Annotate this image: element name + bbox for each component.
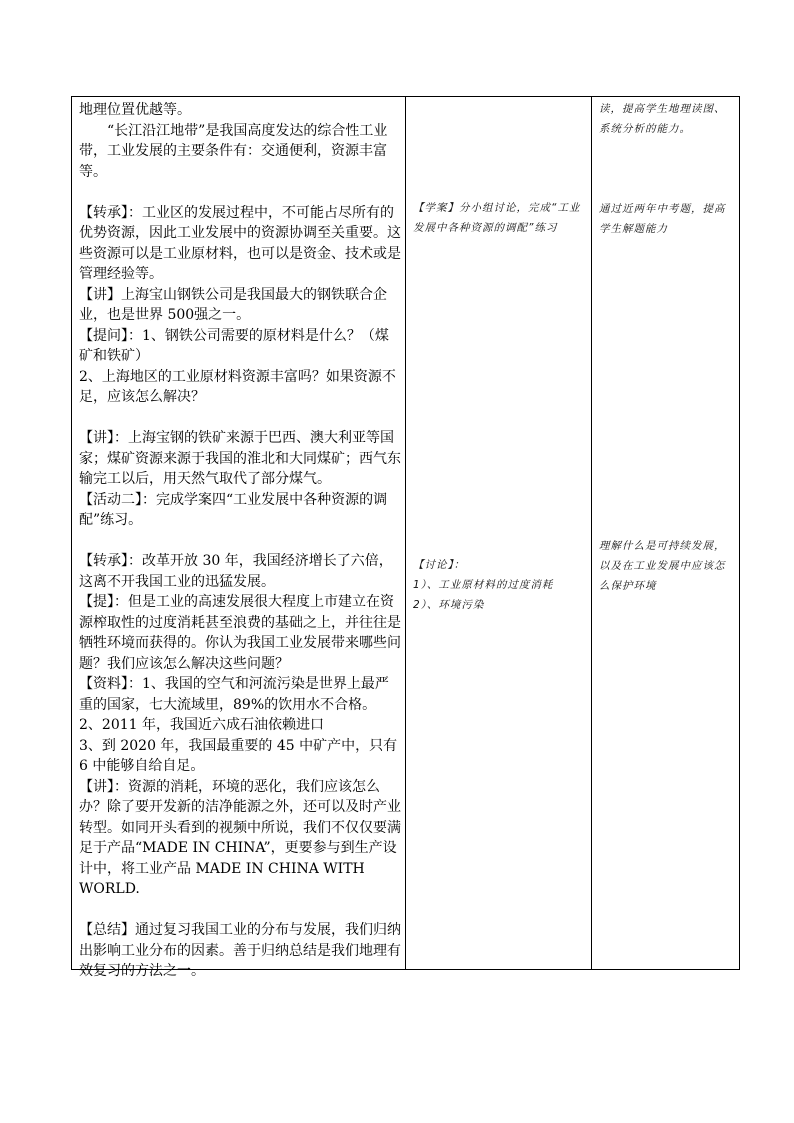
text-paragraph: 【提问】：1、钢铁公司需要的原材料是什么？（煤矿和铁矿）: [79, 327, 389, 364]
design-intent-note: [599, 199, 734, 239]
column-divider: [405, 97, 406, 969]
text-paragraph: 【讲】上海宝山钢铁公司是我国最大的钢铁联合企业，也是世界 500强之一。: [79, 286, 387, 323]
handwritten-note: 通过近两年中考题，提高学生解题能力: [599, 203, 726, 235]
text-paragraph: 3、到 2020 年，我国最重要的 45 中矿产中，只有 6 中能够自给自足。: [79, 737, 398, 774]
blank-line: [79, 900, 401, 921]
text-paragraph: 2、2011 年，我国近六成石油依赖进口: [79, 717, 324, 733]
text-paragraph: 【转承】：改革开放 30 年，我国经济增长了六倍，这离不开我国工业的迅猛发展。: [79, 553, 393, 590]
lesson-plan-table: [71, 96, 740, 979]
text-paragraph: 【提】：但是工业的高速发展很大程度上市建立在资源榨取性的过度消耗甚至浪费的基础之上，并往往是牺牲环境而获得的。你认为我国工业发展带来哪些问题？我们应该怎么解决这些问题？: [79, 594, 401, 672]
column-divider: [591, 97, 592, 969]
text-paragraph: 2、上海地区的工业原材料资源丰富吗？如果资源不足，应该怎么解决？: [79, 368, 396, 405]
blank-line: [79, 182, 401, 203]
design-intent-note: [599, 536, 734, 596]
blank-line: [79, 408, 401, 429]
text-paragraph: 【资料】：1、我国的空气和河流污染是世界上最严重的国家，七大流域里，89%的饮用水不合格。: [79, 676, 389, 713]
text-paragraph: 地理位置优越等。: [79, 102, 191, 118]
text-paragraph: 【转承】：工业区的发展过程中，不可能占尽所有的优势资源，因此工业发展中的资源协调至关重要。这些资源可以是工业原材料，也可以是资金、技术或是管理经验等。: [79, 204, 401, 282]
blank-line: [79, 531, 401, 552]
teacher-activity-column: [79, 100, 401, 982]
text-paragraph: 【活动二】：完成学案四“工业发展中各种资源的调配”练习。: [79, 491, 388, 528]
student-activity-discussion: [413, 555, 591, 615]
handwritten-note: 2）、环境污染: [413, 599, 485, 611]
text-paragraph: 【讲】：上海宝钢的铁矿来源于巴西、澳大利亚等国家；煤矿资源来源于我国的淮北和大同煤矿；西气东输完工以后，用天然气取代了部分煤气。: [79, 430, 401, 487]
student-activity-exercise: [413, 198, 591, 238]
handwritten-note: 1）、工业原材料的过度消耗: [413, 579, 554, 591]
text-paragraph: 【总结】通过复习我国工业的分布与发展，我们归纳出影响工业分布的因素。善于归纳总结是我们地理有效复习的方法之一。: [79, 922, 401, 979]
text-paragraph: “长江沿江地带”是我国高度发达的综合性工业带，工业发展的主要条件有：交通便利，资源丰富等。: [79, 122, 388, 180]
text-paragraph: 【讲】：资源的消耗，环境的恶化，我们应该怎么办？除了要开发新的洁净能源之外，还可以及时产业转型。如同开头看到的视频中所说，我们不仅仅要满足于产品“MADE IN CHINA”，更要参与到生产设计中，将工业产品 MADE IN CHINA WITH WORLD.: [79, 778, 401, 897]
handwritten-note: 读，提高学生地理读图、系统分析的能力。: [599, 103, 726, 135]
handwritten-note: 理解什么是可持续发展，以及在工业发展中应该怎么保护环境: [599, 540, 726, 592]
handwritten-note: 【学案】分小组讨论，完成“工业发展中各种资源的调配”练习: [413, 202, 581, 234]
handwritten-note-title: 【讨论】：: [413, 559, 466, 571]
design-intent-note: [599, 99, 734, 139]
